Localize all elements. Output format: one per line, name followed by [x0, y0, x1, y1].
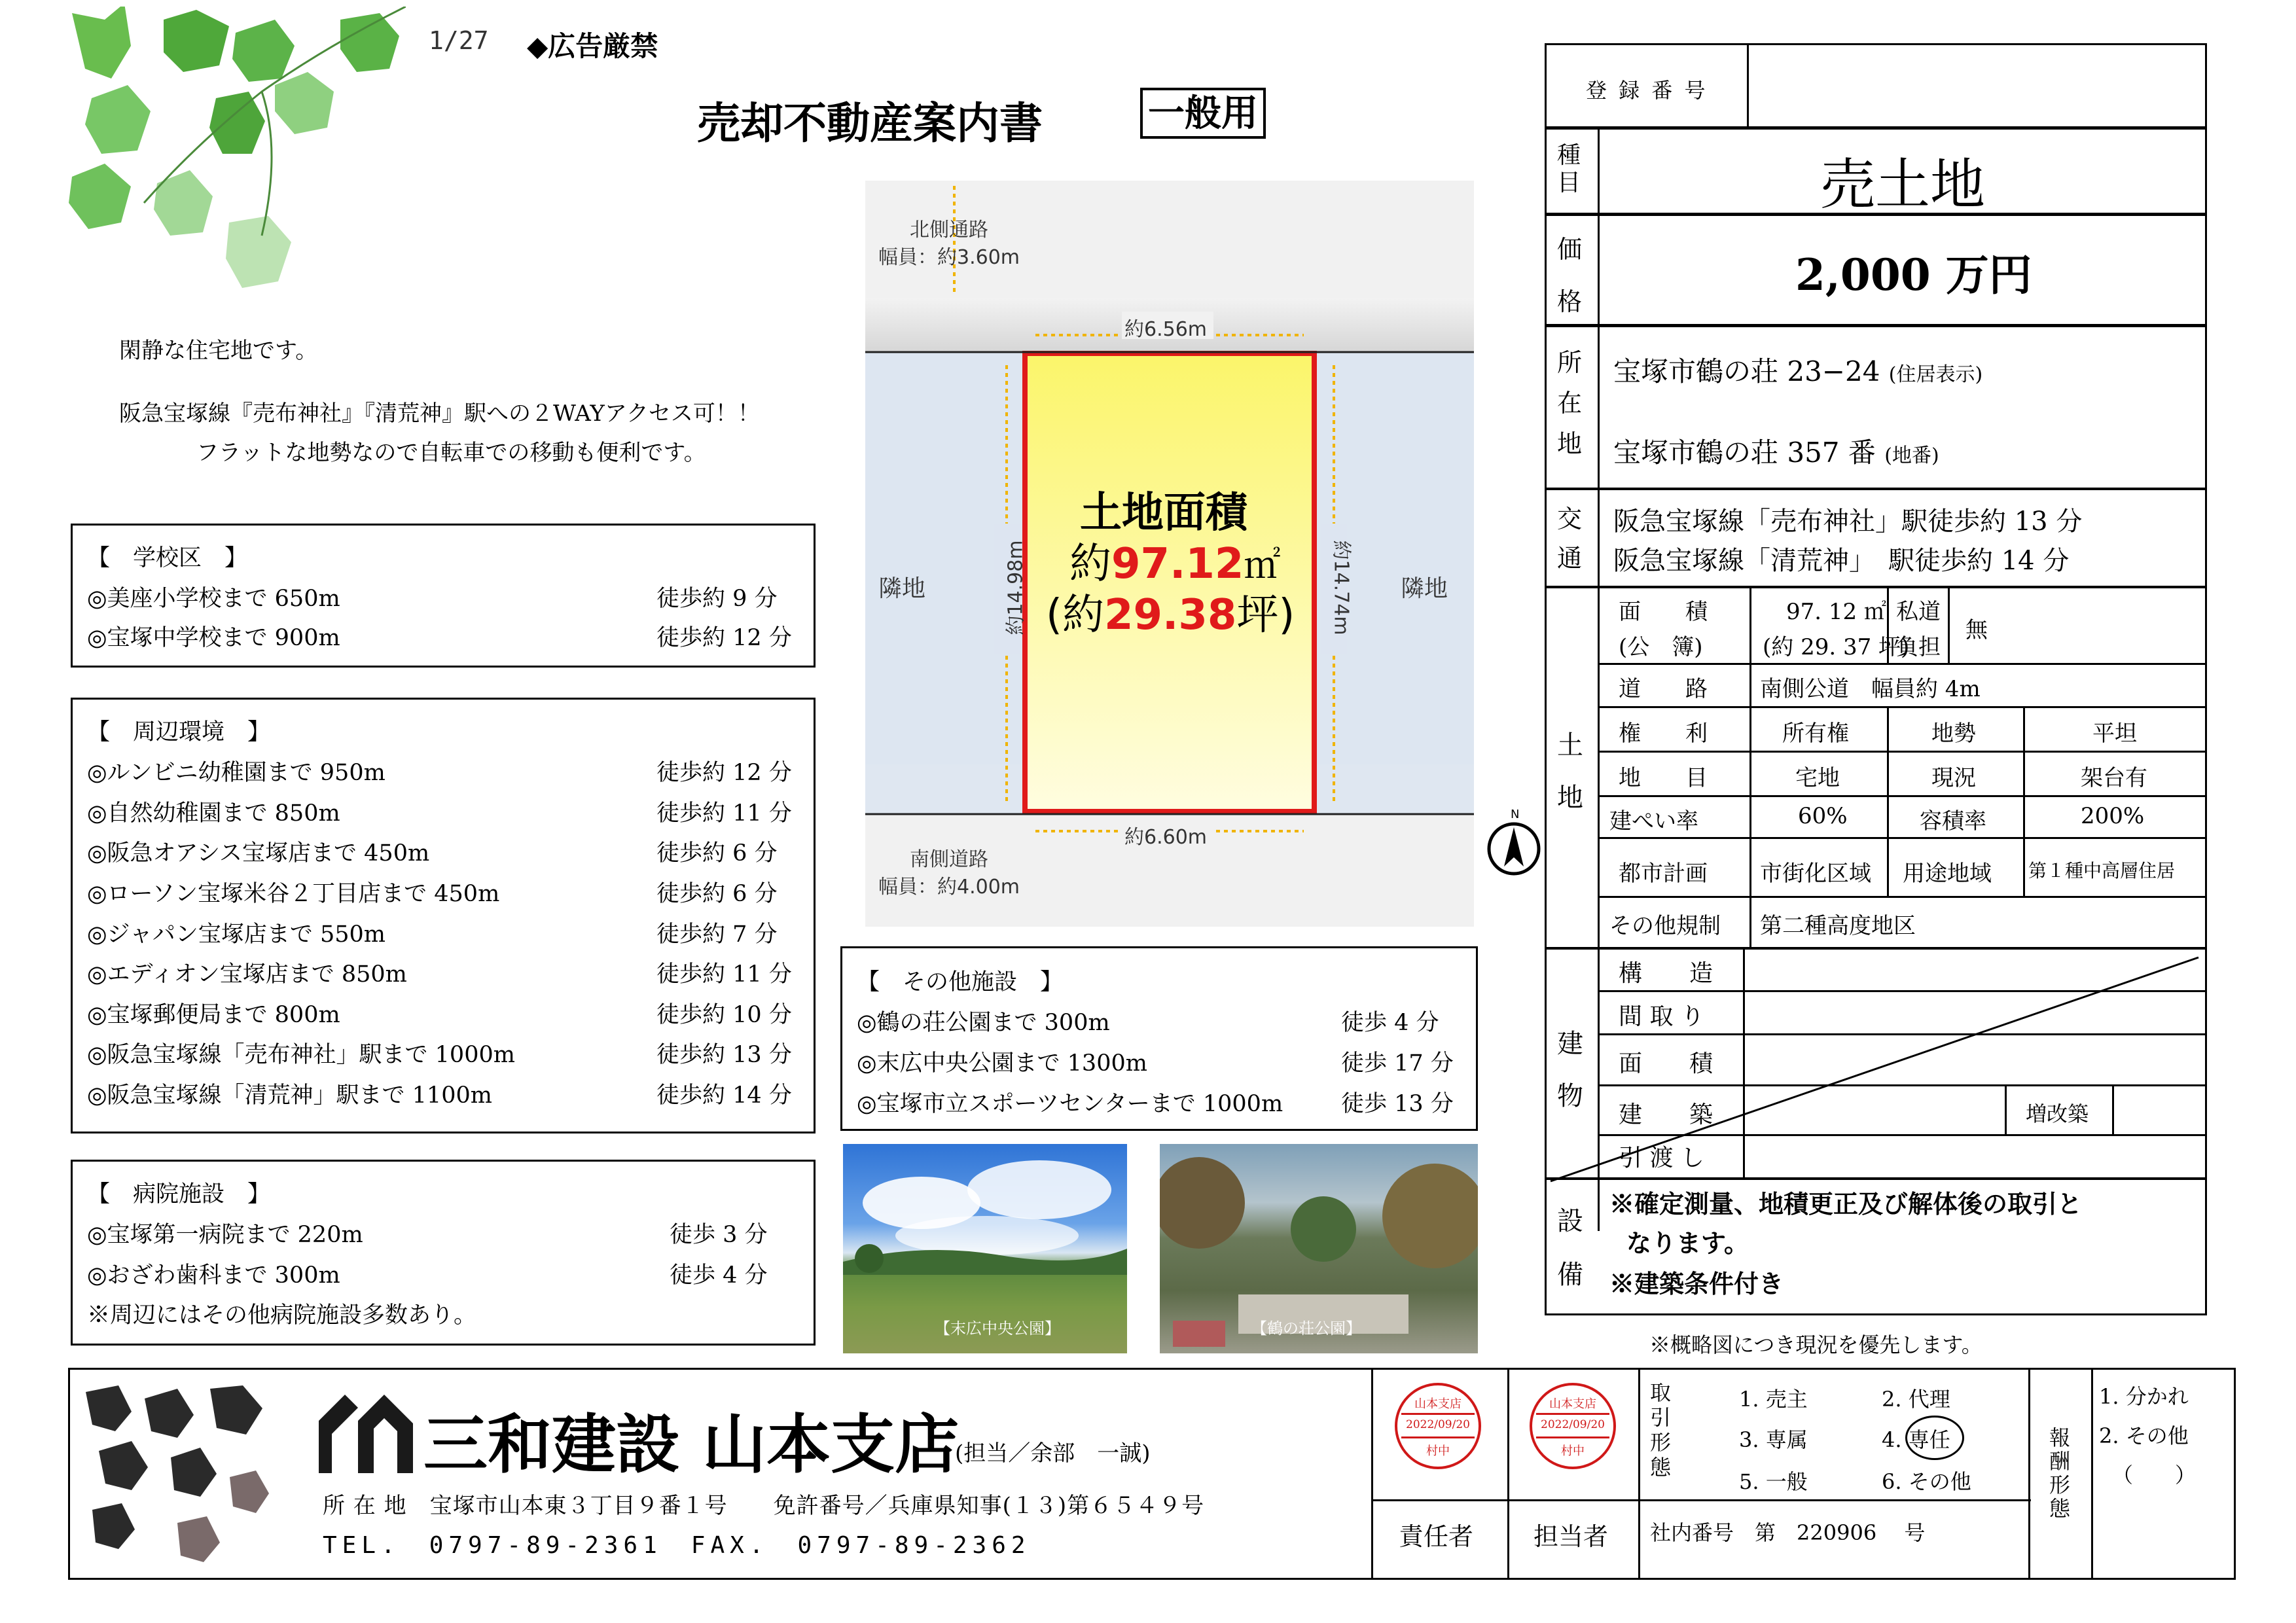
- status-label: 現況: [1931, 765, 1976, 791]
- list-item: ◎ルンビニ幼稚園まで 950m 徒歩約 12 分: [87, 760, 792, 786]
- deal-option-3: 3. 専属: [1739, 1427, 1808, 1452]
- deal-option-1: 1. 売主: [1739, 1387, 1808, 1412]
- ad-warning: ◆広告厳禁: [527, 30, 658, 62]
- area-label-2: (公 簿): [1619, 634, 1703, 660]
- north-compass-icon: [1484, 806, 1543, 878]
- other-regulation-value: 第二種高度地区: [1760, 913, 1916, 939]
- photo-suehiro-park: [843, 1144, 1127, 1353]
- right-dimension: 約14.74m: [1329, 540, 1353, 635]
- road-label: 道 路: [1619, 676, 1708, 702]
- intro-line-3: フラットな地勢なので自転車での移動も便利です。: [196, 440, 706, 466]
- private-road-value: 無: [1965, 617, 1988, 643]
- fee-option-2: 2. その他: [2099, 1423, 2189, 1448]
- company-address: 所 在 地 宝塚市山本東３丁目９番１号 免許番号／兵庫県知事(１３)第６５４９号: [323, 1493, 1205, 1519]
- responsible-label: 責任者: [1399, 1522, 1474, 1551]
- private-road-label-1: 私道: [1896, 599, 1941, 625]
- layout-label: 間 取 り: [1619, 1003, 1704, 1030]
- page-title: 売却不動産案内書: [697, 98, 1043, 149]
- traffic-label: 交通: [1557, 505, 1583, 573]
- hospital-note: ※周辺にはその他病院施設多数あり。: [87, 1302, 477, 1329]
- list-item: ◎阪急宝塚線「売布神社」駅まで 1000m 徒歩約 13 分: [87, 1042, 792, 1068]
- fee-option-3: （ ）: [2112, 1463, 2197, 1488]
- list-item: ◎阪急オアシス宝塚店まで 450m 徒歩約 6 分: [87, 840, 778, 866]
- deal-option-5: 5. 一般: [1739, 1469, 1808, 1494]
- deal-type-label: 取引形態: [1650, 1380, 1672, 1480]
- area-value-1: 97. 12 ㎡: [1786, 599, 1886, 625]
- deal-option-4: 4. 専任: [1882, 1427, 1950, 1452]
- usage-badge: 一般用: [1140, 88, 1266, 139]
- status-value: 架台有: [2081, 765, 2147, 791]
- city-planning-value: 市街化区域: [1760, 861, 1871, 887]
- photo-tsurunoso-park: [1160, 1144, 1478, 1353]
- right-value: 所有権: [1782, 721, 1849, 747]
- land-area-tsubo: (約29.38坪): [1046, 591, 1295, 639]
- charge-label: 担当者: [1534, 1522, 1609, 1551]
- list-item: ◎おざわ歯科まで 300m 徒歩 4 分: [87, 1262, 768, 1289]
- surroundings-box: [71, 698, 816, 1133]
- right-label: 権 利: [1619, 721, 1708, 747]
- stamp-responsible: 山本支店 2022/09/20 村中: [1395, 1383, 1481, 1469]
- other-regulation-label: その他規制: [1609, 913, 1721, 939]
- list-item: ◎宝塚第一病院まで 220m 徒歩 3 分: [87, 1222, 768, 1248]
- category-value: 宅地: [1795, 765, 1840, 791]
- property-spec-table: [1545, 43, 2207, 1315]
- school-district-box: [71, 524, 816, 668]
- list-item: ◎宝塚中学校まで 900m 徒歩約 12 分: [87, 625, 792, 651]
- building-area-label: 面 積: [1619, 1050, 1713, 1077]
- photo1-caption: 【末広中央公園】: [935, 1319, 1060, 1338]
- north-road-label: 北側通路: [910, 219, 988, 241]
- south-road-label: 南側道路: [910, 848, 988, 871]
- building-label: 建物: [1557, 1029, 1583, 1111]
- delivery-label: 引 渡 し: [1619, 1145, 1704, 1171]
- traffic-route-1: 阪急宝塚線「売布神社」駅徒歩約 13 分: [1613, 507, 2083, 537]
- bcr-label: 建ぺい率: [1609, 808, 1698, 834]
- bottom-dimension: 約6.60m: [1124, 826, 1208, 849]
- equipment-note-1: ※確定測量、地積更正及び解体後の取引と: [1609, 1189, 2083, 1219]
- list-item: ◎ローソン宝塚米谷２丁目店まで 450m 徒歩約 6 分: [87, 881, 778, 907]
- equipment-label: 設備: [1557, 1206, 1583, 1290]
- staff-name: (担当／余部 一誠): [955, 1440, 1151, 1467]
- school-district-title: 【 学校区 】: [87, 545, 248, 571]
- use-district-label: 用途地域: [1903, 861, 1992, 887]
- list-item: ◎末広中央公園まで 1300m 徒歩 17 分: [857, 1050, 1454, 1077]
- disclaimer: ※概略図につき現況を優先します。: [1649, 1332, 1982, 1357]
- stamp-charge: 山本支店 2022/09/20 村中: [1530, 1383, 1616, 1469]
- deal-option-6: 6. その他: [1882, 1469, 1971, 1494]
- area-value-2: (約 29. 37 坪): [1763, 634, 1910, 660]
- neighbor-left: 隣地: [878, 575, 926, 602]
- page-number: 1/27: [429, 26, 489, 55]
- type-value: 売土地: [1820, 152, 1986, 217]
- company-logo-icon: [319, 1395, 413, 1473]
- price-value: 2,000 万円: [1795, 249, 2032, 300]
- registration-label: 登 録 番 号: [1586, 78, 1708, 103]
- road-value: 南側公道 幅員約 4m: [1760, 676, 1981, 702]
- built-label: 建 築: [1619, 1101, 1713, 1128]
- far-value: 200%: [2081, 803, 2145, 829]
- north-road-width: 幅員：約3.60m: [878, 246, 1020, 269]
- city-planning-label: 都市計画: [1619, 861, 1708, 887]
- terrain-value: 平坦: [2092, 721, 2137, 747]
- hospital-box: [71, 1160, 816, 1346]
- list-item: ◎宝塚郵便局まで 800m 徒歩約 10 分: [87, 1002, 792, 1028]
- location-label: 所在地: [1557, 348, 1583, 458]
- intro-line-2: 阪急宝塚線『売布神社』『清荒神』駅への２WAYアクセス可！！: [119, 401, 760, 427]
- list-item: ◎美座小学校まで 650m 徒歩約 9 分: [87, 586, 778, 612]
- private-road-label-2: 負担: [1896, 634, 1941, 660]
- fee-option-1: 1. 分かれ: [2099, 1384, 2189, 1409]
- price-label: 価格: [1557, 235, 1583, 316]
- area-label-1: 面 積: [1619, 599, 1708, 625]
- neighbor-right: 隣地: [1401, 575, 1448, 602]
- other-facilities-box: [840, 946, 1478, 1131]
- top-dimension: 約6.56m: [1124, 318, 1208, 341]
- list-item: ◎自然幼稚園まで 850m 徒歩約 11 分: [87, 800, 792, 827]
- list-item: ◎阪急宝塚線「清荒神」駅まで 1100m 徒歩約 14 分: [87, 1082, 792, 1109]
- location-address-2: 宝塚市鶴の荘 357 番 (地番): [1613, 437, 1939, 469]
- structure-label: 構 造: [1619, 960, 1713, 987]
- far-label: 容積率: [1920, 808, 1986, 834]
- equipment-note-2: なります。: [1626, 1228, 1749, 1258]
- leaf-decoration: [65, 7, 406, 314]
- traffic-route-2: 阪急宝塚線「清荒神」 駅徒歩約 14 分: [1613, 546, 2070, 576]
- type-label: 種目: [1557, 142, 1581, 196]
- list-item: ◎ジャパン宝塚店まで 550m 徒歩約 7 分: [87, 921, 778, 948]
- company-tel-fax: TEL. 0797-89-2361 FAX. 0797-89-2362: [323, 1532, 1031, 1559]
- company-name: 三和建設 山本支店: [423, 1408, 960, 1482]
- deal-selected-circle: [1905, 1416, 1964, 1460]
- company-logo-decoration: [79, 1379, 276, 1569]
- category-label: 地 目: [1619, 765, 1708, 791]
- equipment-note-3: ※建築条件付き: [1609, 1269, 1784, 1298]
- deal-option-2: 2. 代理: [1882, 1387, 1950, 1412]
- left-dimension: 約14.98m: [1004, 540, 1028, 635]
- south-road-width: 幅員：約4.00m: [878, 876, 1020, 899]
- hospital-title: 【 病院施設 】: [87, 1181, 271, 1207]
- surroundings-title: 【 周辺環境 】: [87, 719, 271, 745]
- internal-number: 社内番号 第 220906 号: [1650, 1520, 1926, 1545]
- terrain-label: 地勢: [1931, 721, 1976, 747]
- footer: [68, 1368, 2236, 1580]
- bcr-value: 60%: [1798, 803, 1848, 829]
- list-item: ◎エディオン宝塚店まで 850m 徒歩約 11 分: [87, 961, 792, 988]
- renovation-label: 増改築: [2026, 1101, 2089, 1126]
- land-label: 土地: [1557, 730, 1583, 813]
- fee-type-label: 報酬形態: [2049, 1425, 2071, 1521]
- site-plan: [865, 181, 1474, 927]
- other-facilities-title: 【 その他施設 】: [857, 969, 1064, 995]
- photo2-caption: 【鶴の荘公園】: [1251, 1319, 1361, 1338]
- list-item: ◎鶴の荘公園まで 300m 徒歩 4 分: [857, 1010, 1439, 1036]
- land-area-title: 土地面積: [1080, 489, 1247, 537]
- svg-text:N: N: [1511, 808, 1520, 821]
- use-district-value: 第１種中高層住居: [2028, 860, 2176, 882]
- location-address-1: 宝塚市鶴の荘 23−24 (住居表示): [1613, 355, 1983, 387]
- list-item: ◎宝塚市立スポーツセンターまで 1000m 徒歩 13 分: [857, 1091, 1454, 1117]
- intro-line-1: 閑静な住宅地です。: [119, 338, 318, 364]
- land-area-value: 約97.12㎡: [1069, 540, 1281, 588]
